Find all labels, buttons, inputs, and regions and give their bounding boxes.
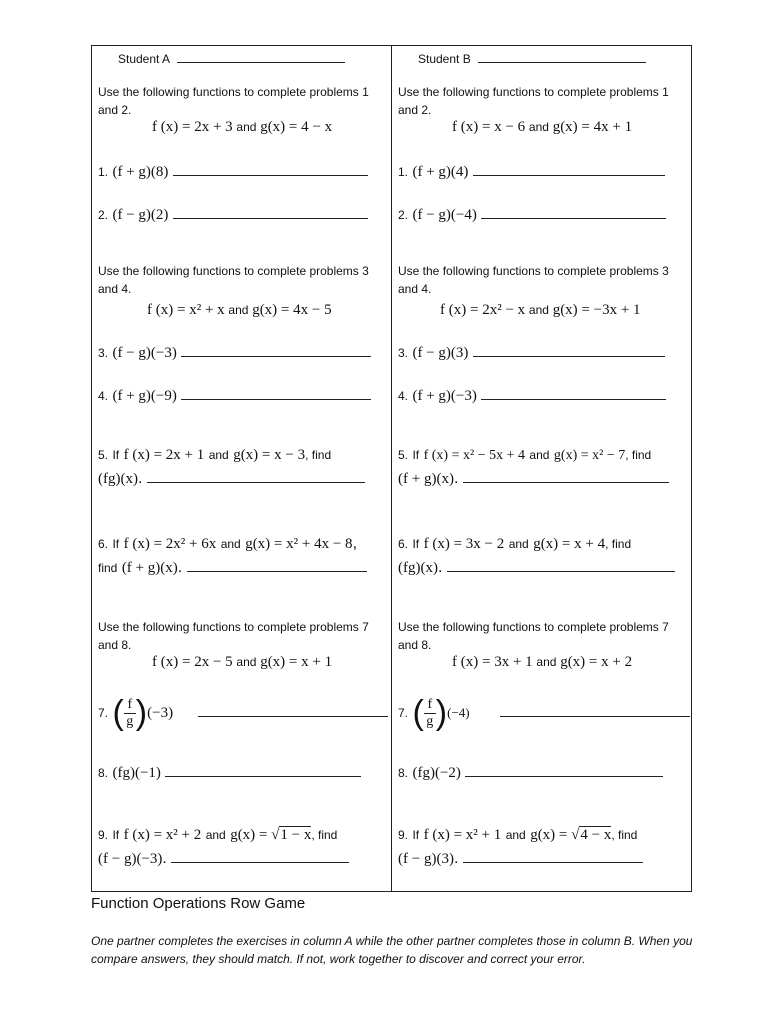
problem-number: 7. [398,706,409,721]
and-word: and [228,303,249,317]
problem-5-find: (fg)(x). [98,470,365,488]
instructions-3-4: Use the following functions to complete problems 3 and 4. [398,264,669,296]
problem-5 [398,446,651,464]
if-word: If [112,828,120,842]
column-b [391,46,691,891]
answer-line[interactable] [165,764,361,777]
functions-1-2 [452,119,632,136]
problem-number: 9. [398,828,409,842]
problem-7: 7. ( $\frac{f}{g}$ )(−3) [98,696,388,730]
problem-number: 3. [398,346,409,360]
fraction-f-over-g: $\frac{f}{g}$ [424,697,436,730]
answer-line[interactable] [181,344,371,357]
find-expression: (f + g)(x) [398,471,454,487]
if-word: If [112,448,120,462]
answer-line[interactable] [447,559,675,572]
problem-1 [398,163,665,181]
find-expression: (f − g)(−3) [98,851,163,867]
problem-argument: (−3) [147,705,174,722]
function-f: f (x) = x² + x [147,302,225,318]
student-b-header [418,50,646,66]
function-f: f (x) = 3x − 2 [423,536,505,552]
problem-8 [98,764,361,782]
student-a-label: Student A [118,52,170,66]
find-word: , find [605,537,632,551]
problem-number: 3. [98,346,109,360]
problem-3 [398,344,665,362]
function-f: f (x) = 2x − 5 [152,654,233,670]
and-word: and [236,655,257,669]
find-word: find [98,561,118,575]
problem-6-find: find (f + g)(x). [98,559,367,577]
function-f: f (x) = 3x + 1 [452,654,533,670]
find-expression: (f + g)(x) [121,560,178,576]
instructions-note: One partner completes the exercises in column A while the other partner completes those in column B. When you compare answers, they should match. If not, work together to discover and correct your error. [91,934,693,966]
problem-2 [398,206,666,224]
function-f: f (x) = x² − 5x + 4 [423,448,525,463]
function-g: g(x) = 4 − x [260,119,333,135]
problem-9 [398,826,637,844]
function-g: g(x) = x + 4 [533,536,606,552]
problem-expression: (f + g)(4) [412,164,469,180]
function-f: f (x) = 2x² − x [440,302,526,318]
and-word: and [208,448,229,462]
problem-number: 1. [398,165,409,179]
problem-number: 4. [98,389,109,403]
problem-expression: (f − g)(3) [412,345,469,361]
problem-argument: (−4) [447,705,470,721]
if-word: If [112,537,120,551]
function-g: g(x) = x² + 4x − 8 [245,536,353,552]
problem-6-find: (fg)(x). [398,559,675,577]
function-f: f (x) = 2x + 3 [152,119,233,135]
student-a-name-line[interactable] [177,50,345,63]
find-word: , find [305,448,332,462]
problem-number: 2. [98,208,109,222]
answer-line[interactable] [500,704,690,717]
problem-expression: (f + g)(8) [112,164,169,180]
problem-expression: (fg)(−2) [412,765,461,781]
function-g: g(x) = √1 − x [230,827,312,843]
answer-line[interactable] [463,470,669,483]
function-g: g(x) = x + 1 [260,654,333,670]
problem-7: 7. ( $\frac{f}{g}$ )(−4) [398,696,690,730]
answer-line[interactable] [473,163,665,176]
problem-expression: (fg)(−1) [112,765,161,781]
find-expression: (fg)(x) [98,471,138,487]
if-word: If [412,828,420,842]
problem-4 [98,387,371,405]
problem-expression: (f − g)(−3) [112,345,177,361]
page-title: Function Operations Row Game [91,895,306,912]
answer-line[interactable] [187,559,367,572]
functions-3-4 [440,302,641,319]
function-g: g(x) = −3x + 1 [552,302,641,318]
problem-4 [398,387,666,405]
function-g: g(x) = 4x − 5 [252,302,332,318]
instructions-1-2: Use the following functions to complete problems 1 and 2. [98,85,369,117]
problem-5-find: (f + g)(x). [398,470,669,488]
answer-line[interactable] [173,206,368,219]
answer-line[interactable] [181,387,371,400]
problem-9-find: (f − g)(3). [398,850,643,868]
find-expression: (f − g)(3) [398,851,454,867]
problem-number: 6. [398,537,409,551]
and-word: and [528,303,549,317]
if-word: If [412,537,420,551]
problem-number: 2. [398,208,409,222]
fraction-f-over-g: $\frac{f}{g}$ [124,697,136,730]
and-word: and [529,448,550,462]
and-word: and [508,537,529,551]
problem-number: 4. [398,389,409,403]
answer-line[interactable] [173,163,368,176]
problem-number: 5. [98,448,109,462]
answer-line[interactable] [198,704,388,717]
problem-6: 6. If f (x) = 2x² + 6x and g(x) = x² + 4x − 8, [98,535,358,552]
function-g: g(x) = 4x + 1 [552,119,633,135]
problem-3 [98,344,371,362]
problem-8 [398,764,663,782]
column-a [92,46,391,891]
answer-line[interactable] [171,850,349,863]
functions-7-8 [152,654,332,671]
functions-1-2 [152,119,332,136]
find-word: , find [625,448,652,462]
function-g: g(x) = x + 2 [560,654,633,670]
function-f: f (x) = x² + 2 [123,827,202,843]
find-expression: (fg)(x) [398,560,438,576]
problem-1 [98,163,368,181]
and-word: and [528,120,549,134]
function-f: f (x) = 2x² + 6x [123,536,217,552]
problem-expression: (f − g)(2) [112,207,169,223]
find-word: , find [311,828,338,842]
instructions-7-8: Use the following functions to complete problems 7 and 8. [398,620,669,652]
if-word: If [412,448,420,462]
functions-7-8 [452,654,632,671]
functions-3-4 [147,302,332,319]
problem-6 [398,535,631,553]
student-b-name-line[interactable] [478,50,646,63]
problem-5 [98,446,331,464]
problem-number: 8. [98,766,109,780]
problem-9 [98,826,337,844]
answer-line[interactable] [481,206,666,219]
answer-line[interactable] [473,344,665,357]
and-word: and [505,828,526,842]
and-word: and [220,537,241,551]
instructions-7-8: Use the following functions to complete problems 7 and 8. [98,620,369,652]
problem-expression: (f + g)(−9) [112,388,177,404]
problem-9-find: (f − g)(−3). [98,850,349,868]
function-g: g(x) = √4 − x [530,827,612,843]
and-word: and [236,120,257,134]
student-a-header [118,50,345,66]
problem-number: 6. [98,537,109,551]
problem-expression: (f − g)(−4) [412,207,477,223]
problem-number: 5. [398,448,409,462]
and-word: and [205,828,226,842]
answer-line[interactable] [481,387,666,400]
function-g: g(x) = x − 3 [233,447,306,463]
find-word: , find [611,828,638,842]
function-f: f (x) = x² + 1 [423,827,502,843]
problem-expression: (f + g)(−3) [412,388,477,404]
function-f: f (x) = 2x + 1 [123,447,205,463]
worksheet-table [91,45,692,892]
student-b-label: Student B [418,52,471,66]
problem-number: 1. [98,165,109,179]
function-f: f (x) = x − 6 [452,119,526,135]
problem-number: 7. [98,706,109,721]
instructions-1-2: Use the following functions to complete problems 1 and 2. [398,85,669,117]
function-g: g(x) = x² − 7 [553,448,626,463]
problem-2 [98,206,368,224]
problem-number: 9. [98,828,109,842]
instructions-3-4: Use the following functions to complete problems 3 and 4. [98,264,369,296]
answer-line[interactable] [465,764,663,777]
answer-line[interactable] [147,470,365,483]
and-word: and [536,655,557,669]
problem-number: 8. [398,766,409,780]
answer-line[interactable] [463,850,643,863]
